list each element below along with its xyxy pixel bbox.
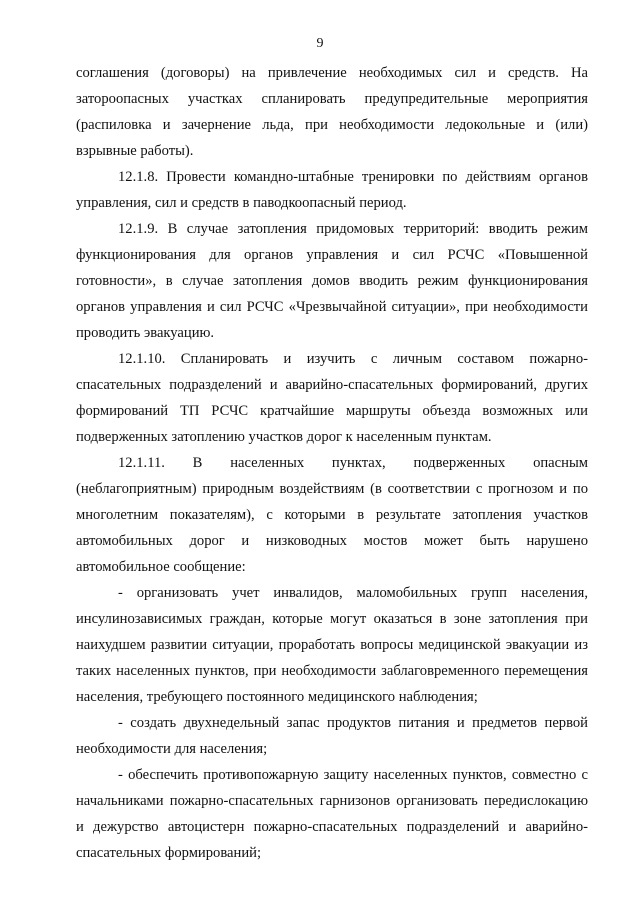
- paragraph-12-1-8: 12.1.8. Провести командно-штабные тренировки по действиям органов управления, сил и средств в паводкоопасный период.: [76, 169, 588, 211]
- paragraph-12-1-10: 12.1.10. Спланировать и изучить с личным составом пожарно-спасательных подразделений и аварийно-спасательных формирований, других формирований ТП РСЧС кратчайшие маршруты объезда возможных или подверженных затоплению участков дорог к населенным пунктам.: [76, 351, 588, 445]
- list-item-fire-protection: - обеспечить противопожарную защиту населенных пунктов, совместно с начальниками пожарно-спасательных гарнизонов организовать передислокацию и дежурство автоцистерн пожарно-спасательных подразделений и аварийно-спасательных формирований;: [76, 767, 588, 861]
- list-item-food-reserve: - создать двухнедельный запас продуктов питания и предметов первой необходимости для населения;: [76, 715, 588, 757]
- paragraph-12-1-11: 12.1.11. В населенных пунктах, подверженных опасным (неблагоприятным) природным воздействиям (в соответствии с прогнозом и по многолетним показателям), с которыми в результате затопления участков автомобильных дорог и низководных мостов может быть нарушено автомобильное сообщение:: [76, 455, 588, 575]
- document-body: [76, 60, 588, 866]
- list-item-disabled-accounting: - организовать учет инвалидов, маломобильных групп населения, инсулинозависимых граждан, которые могут оказаться в зоне затопления при наихудшем развитии ситуации, проработать вопросы медицинской эвакуации из таких населенных пунктов, при необходимости заблаговременного перемещения населения, требующего постоянного медицинского наблюдения;: [76, 585, 588, 705]
- paragraph-continuation: соглашения (договоры) на привлечение необходимых сил и средств. На заторoопасных участках спланировать предупредительные мероприятия (распиловка и зачернение льда, при необходимости ледокольные и (или) взрывные работы).: [76, 65, 588, 159]
- page-number: 9: [316, 36, 324, 51]
- paragraph-12-1-9: 12.1.9. В случае затопления придомовых территорий: вводить режим функционирования для органов управления и сил РСЧС «Повышенной готовности», в случае затопления домов вводить режим функционирования органов управления и сил РСЧС «Чрезвычайной ситуации», при необходимости проводить эвакуацию.: [76, 221, 588, 341]
